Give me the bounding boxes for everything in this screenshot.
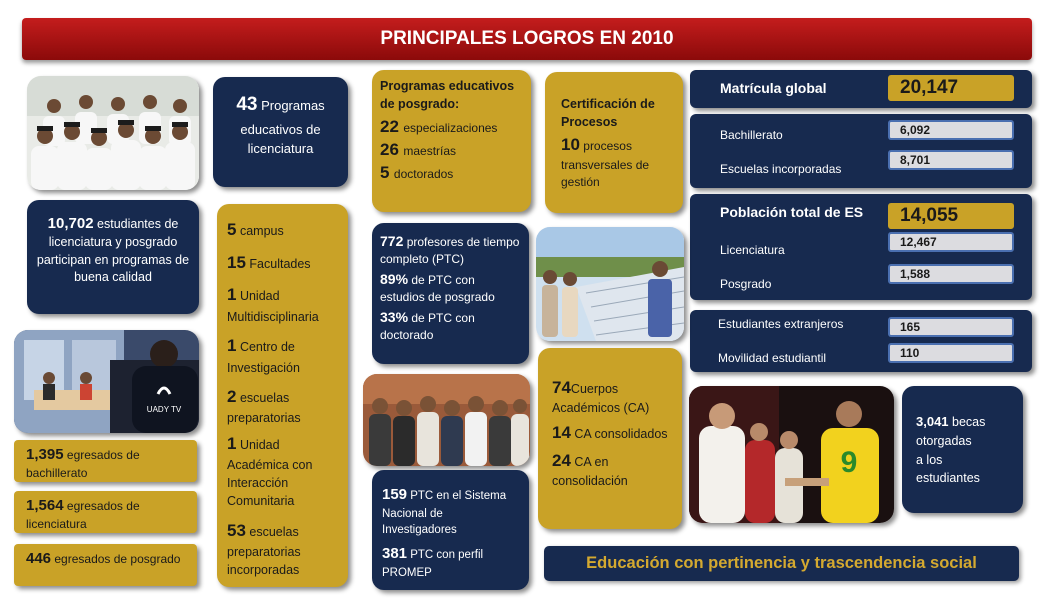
becas-text-1: becas otorgadas <box>916 415 986 448</box>
poblacion-row-label: Licenciatura <box>720 243 785 257</box>
posgrado-item-text: doctorados <box>393 167 454 182</box>
certificacion-heading: Certificación de Procesos <box>561 97 655 129</box>
sni-item-num: 159 <box>382 486 408 503</box>
profesores-item-num: 89% <box>380 270 409 287</box>
movilidad-row-label: Estudiantes extranjeros <box>718 317 844 331</box>
poblacion-row-value: 1,588 <box>888 264 1014 284</box>
poblacion-row-label: Posgrado <box>720 277 772 291</box>
matricula-global-label: Matrícula global <box>720 80 827 96</box>
posgrado-item-text: maestrías <box>403 144 457 159</box>
slogan-text: Educación con pertinencia y trascendencia social <box>586 554 977 572</box>
matricula-global-value: 20,147 <box>888 75 1014 101</box>
group-photo <box>363 374 530 466</box>
cuerpos-item-num: 14 <box>552 423 571 443</box>
students-photo <box>27 76 199 190</box>
egresados-num: 1,395 <box>26 446 64 463</box>
campus-item-text: Centro de Investigación <box>227 340 300 375</box>
campus-item-text: Unidad Académica con Interacción Comunitaria <box>227 437 313 509</box>
egresados-text: egresados de bachillerato <box>26 448 140 481</box>
egresados-text: egresados de licenciatura <box>26 499 140 532</box>
matricula-row-value: 6,092 <box>888 120 1014 140</box>
egresados-box <box>14 544 197 586</box>
matricula-details-panel <box>690 114 1032 188</box>
licenciatura-text: Programas educativos de licenciatura <box>240 98 325 156</box>
sni-box <box>372 470 529 590</box>
estudiantes-text: estudiantes de licenciatura y posgrado participan en programas de buena calidad <box>36 217 190 284</box>
matricula-global-header <box>690 70 1032 108</box>
cuerpos-item-num: 24 <box>552 451 571 471</box>
matricula-row-value: 8,701 <box>888 150 1014 170</box>
profesores-item-num: 33% <box>380 308 409 325</box>
campus-item-num: 5 <box>227 220 237 239</box>
tv-studio-photo <box>14 330 199 433</box>
cuerpos-academicos-box <box>538 348 682 529</box>
certificacion-box <box>545 72 683 213</box>
cuerpos-item-text: CA en consolidación <box>552 455 628 488</box>
posgrado-item-num: 26 <box>380 140 399 160</box>
campus-box <box>217 204 348 587</box>
poblacion-row-value: 12,467 <box>888 232 1014 252</box>
tv-logo: UADY TV <box>146 405 182 414</box>
estudiantes-calidad-box <box>27 200 199 314</box>
matricula-row-label: Bachillerato <box>720 128 783 142</box>
profesores-item-text: de PTC con estudios de posgrado <box>380 272 495 305</box>
campus-item-num: 15 <box>227 252 246 272</box>
becas-count: 3,041 <box>916 414 949 429</box>
certificacion-text: procesos transversales de gestión <box>561 139 650 189</box>
campus-item-text: Facultades <box>249 256 311 271</box>
sni-item-text: PTC en el Sistema Nacional de Investigadores <box>382 490 507 537</box>
campus-item-num: 53 <box>227 520 246 540</box>
becas-box <box>902 386 1023 513</box>
campus-item-text: campus <box>239 224 284 238</box>
posgrado-item-text: especializaciones <box>403 121 498 136</box>
posgrado-programs-box <box>372 70 531 212</box>
egresados-text: egresados de posgrado <box>54 552 181 566</box>
egresados-num: 446 <box>26 550 52 567</box>
slogan-banner <box>544 546 1019 581</box>
sni-item-text: PTC con perfil PROMEP <box>382 549 484 579</box>
licenciatura-count: 43 <box>236 94 258 115</box>
profesores-item-text: de PTC con doctorado <box>380 310 475 342</box>
movilidad-panel <box>690 310 1032 372</box>
campus-item-text: escuelas preparatorias <box>227 390 301 426</box>
matricula-row-label: Escuelas incorporadas <box>720 162 842 176</box>
posgrado-heading: Programas educativos de posgrado: <box>380 79 515 112</box>
campus-item-text: escuelas preparatorias incorporadas <box>227 524 301 578</box>
solar-panels-photo <box>536 227 684 341</box>
shirt-number: 9 <box>840 446 858 479</box>
profesores-item-text: profesores de tiempo completo (PTC) <box>380 235 520 267</box>
profesores-item-num: 772 <box>380 233 404 249</box>
cuerpos-item-text: Cuerpos Académicos (CA) <box>552 382 650 415</box>
egresados-num: 1,564 <box>26 497 64 514</box>
sni-item-num: 381 <box>382 545 408 563</box>
poblacion-total-panel <box>690 194 1032 300</box>
certificacion-count: 10 <box>561 135 580 154</box>
campus-item-num: 2 <box>227 386 237 406</box>
campus-item-num: 1 <box>227 336 237 356</box>
page-title: PRINCIPALES LOGROS EN 2010 <box>22 18 1032 60</box>
licenciatura-programs-box <box>213 77 348 187</box>
profesores-box <box>372 223 529 364</box>
egresados-box <box>14 491 197 533</box>
posgrado-item-num: 5 <box>380 163 390 183</box>
poblacion-total-value: 14,055 <box>888 203 1014 229</box>
campus-item-num: 1 <box>227 285 237 305</box>
award-photo <box>689 386 894 523</box>
movilidad-row-value: 165 <box>888 317 1014 337</box>
campus-item-text: Unidad Multidisciplinaria <box>227 289 319 324</box>
posgrado-item-num: 22 <box>380 117 399 137</box>
poblacion-total-label: Población total de ES <box>720 204 864 220</box>
cuerpos-item-num: 74 <box>552 378 571 397</box>
cuerpos-item-text: CA consolidados <box>574 427 668 442</box>
campus-item-num: 1 <box>227 433 237 453</box>
estudiantes-count: 10,702 <box>47 215 94 232</box>
becas-text-2: a los estudiantes <box>916 452 980 486</box>
egresados-box <box>14 440 197 482</box>
movilidad-row-label: Movilidad estudiantil <box>718 351 827 365</box>
movilidad-row-value: 110 <box>888 343 1014 363</box>
